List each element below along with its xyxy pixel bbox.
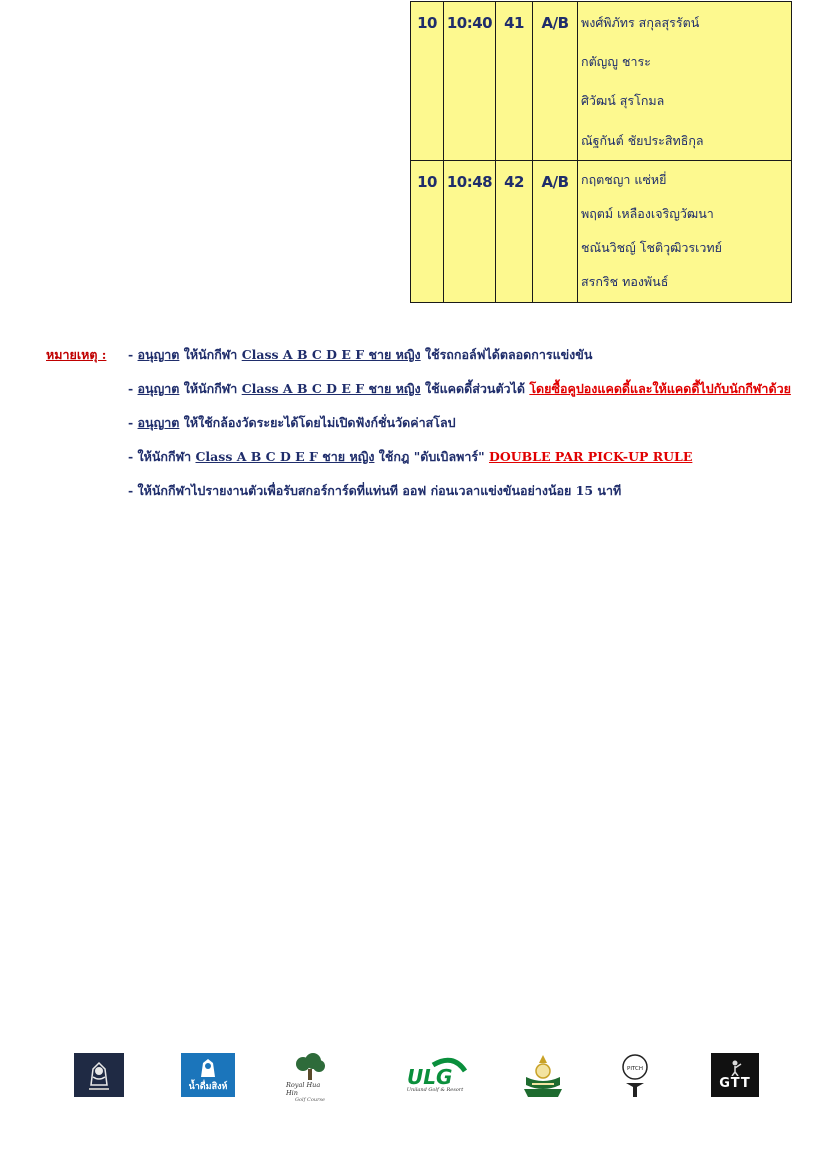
- logo-text: น้ำดื่มสิงห์: [188, 1082, 228, 1092]
- logo-subtext: Golf Course: [294, 1097, 325, 1103]
- dash: -: [128, 347, 138, 362]
- allow-text: อนุญาต: [137, 415, 180, 430]
- ulg-logo: [402, 1053, 468, 1097]
- table-row: [411, 2, 792, 161]
- player-name: พฤตม์ เหลืองเจริญวัฒนา: [581, 206, 714, 221]
- lion-icon: [193, 1057, 223, 1079]
- note-line-4: [128, 447, 692, 467]
- note-text: - ให้นักกีฬาไปรายงานตัวเพื่อรับสกอร์การ์ดที่แท่นที ออฟ ก่อนเวลาแข่งขันอย่างน้อย 15 นาที: [128, 483, 622, 498]
- gtt-logo: [711, 1053, 759, 1097]
- class-cell: A/B: [533, 161, 578, 303]
- lion-crest-icon: [74, 1053, 124, 1097]
- player-name: ชณันวิชญ์ โชติวุฒิวรเวทย์: [581, 240, 722, 255]
- sponsor-logos: [0, 1045, 830, 1115]
- classes-text: Class A B C D E F ชาย หญิง: [241, 381, 421, 396]
- time-cell: 10:48: [444, 161, 496, 303]
- players-cell: [578, 161, 792, 303]
- player-name: ศิวัฒน์ สุรโกมล: [581, 93, 665, 108]
- player-name: พงศ์พิภัทร สกุลสุรรัตน์: [581, 15, 700, 30]
- note-line-2: [128, 379, 791, 399]
- group-cell: 42: [496, 161, 533, 303]
- player-name: ณัฐกันต์ ชัยประสิทธิกุล: [581, 132, 704, 148]
- allow-text: อนุญาต: [137, 381, 180, 396]
- note-line-3: [128, 413, 456, 433]
- note-line-1: [128, 345, 592, 365]
- logo-text: GTT: [719, 1075, 751, 1091]
- golfer-icon: [723, 1060, 747, 1076]
- singha-water-logo: [181, 1053, 235, 1097]
- logo-subtext: Uniland Golf & Resort: [406, 1087, 464, 1093]
- player-name: กตัญญู ชาระ: [581, 53, 651, 69]
- notes-heading: หมายเหตุ :: [46, 347, 107, 362]
- note-text: ให้นักกีฬา: [179, 347, 242, 362]
- note-text: ให้นักกีฬา: [179, 381, 242, 396]
- player-name: กฤตชญา แซ่หยี่: [581, 172, 667, 187]
- caddie-coupon-text: โดยซื้อคูปองแคดดี้และให้แคดดี้ไปกับนักกีฬาด้วย: [529, 381, 791, 396]
- hole-cell: 10: [411, 161, 444, 303]
- players-cell: [578, 2, 792, 161]
- table-row: [411, 161, 792, 303]
- note-text: ใช้รถกอล์ฟได้ตลอดการแข่งขัน: [420, 347, 593, 362]
- double-par-rule-text: DOUBLE PAR PICK-UP RULE: [488, 449, 693, 464]
- logo-text: Royal Hua Hin: [286, 1081, 321, 1097]
- allow-text: อนุญาต: [137, 347, 180, 362]
- note-text: ให้ใช้กล้องวัดระยะได้โดยไม่เปิดฟังก์ชั่นวัดค่าสโลป: [179, 415, 456, 430]
- logo-text: ULG: [407, 1065, 453, 1087]
- player-name: สรกริช ทองพันธ์: [581, 274, 669, 289]
- ulg-swoosh-icon: [403, 1057, 467, 1087]
- tree-icon: [293, 1053, 327, 1081]
- golf-association-crest-icon: [520, 1053, 566, 1101]
- hole-cell: 10: [411, 2, 444, 161]
- classes-text: Class A B C D E F ชาย หญิง: [195, 449, 375, 464]
- note-text: - ให้นักกีฬา: [128, 449, 196, 464]
- royal-hua-hin-logo: [286, 1053, 334, 1103]
- logo-text: PITCH: [627, 1066, 643, 1072]
- note-text: ใช้กฎ "ดับเบิลพาร์": [374, 449, 489, 464]
- group-cell: 41: [496, 2, 533, 161]
- note-text: ใช้แคดดี้ส่วนตัวได้: [420, 381, 530, 396]
- classes-text: Class A B C D E F ชาย หญิง: [241, 347, 421, 362]
- dash: -: [128, 415, 138, 430]
- dash: -: [128, 381, 138, 396]
- time-cell: 10:40: [444, 2, 496, 161]
- class-cell: A/B: [533, 2, 578, 161]
- golf-tee-icon: [617, 1053, 653, 1101]
- note-line-5: [128, 481, 621, 501]
- pitch-logo: [617, 1053, 653, 1101]
- tee-time-table: [410, 1, 792, 303]
